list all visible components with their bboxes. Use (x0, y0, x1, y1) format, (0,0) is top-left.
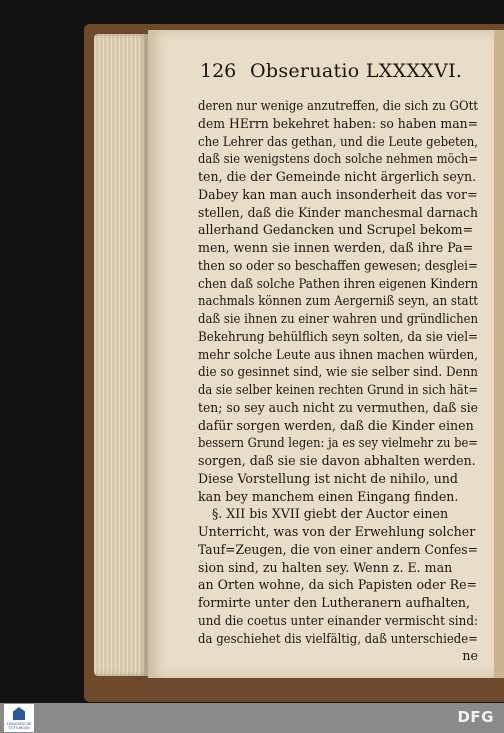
text-line: men, wenn sie innen werden, daß ihre Pa= (198, 240, 474, 255)
text-line: dem HErrn bekehret haben: so haben man= (198, 115, 478, 131)
text-line: deren nur wenige anzutreffen, die sich zu GOtt (198, 98, 478, 113)
text-line: kan bey manchem einen Eingang finden. (198, 488, 459, 504)
viewer-footer-bar (0, 703, 504, 733)
dfg-logo[interactable]: DFG (457, 708, 494, 726)
text-line: sorgen, daß sie sie davon abhalten werden. (198, 453, 476, 468)
text-line: Dabey kan man auch insonderheit das vor= (198, 186, 478, 202)
text-line: chen daß solche Pathen ihren eigenen Kindern (198, 275, 478, 291)
catchword: ne (462, 648, 478, 664)
text-line: sion sind, zu halten sey. Wenn z. E. man (198, 559, 453, 575)
text-line: ten, die der Gemeinde nicht ärgerlich seyn. (198, 169, 477, 184)
text-line: Diese Vorstellung ist nicht de nihilo, und (198, 470, 458, 486)
text-line: bessern Grund legen: ja es sey vielmehr zu be= (198, 435, 478, 451)
text-line: an Orten wohne, da sich Papisten oder Re= (198, 577, 478, 593)
logo-text: FRANCKESCHE STIFTUNGEN (6, 722, 32, 730)
logo-icon (13, 707, 25, 720)
text-line: daß sie ihnen zu einer wahren und gründlichen (198, 311, 478, 326)
text-line: allerhand Gedancken und Scrupel bekom= (198, 222, 474, 238)
text-line: Unterricht, was von der Erwehlung solcher (198, 524, 476, 539)
text-line: ten; so sey auch nicht zu vermuthen, daß sie (198, 399, 478, 415)
institution-logo[interactable] (4, 704, 34, 732)
text-line: §. XII bis XVII giebt der Auctor einen (212, 506, 449, 522)
text-line: nachmals können zum Aergerniß seyn, an statt (198, 293, 478, 309)
running-head: Obseruatio LXXXXVI. (250, 60, 463, 82)
page-header (200, 60, 463, 84)
text-line: che Lehrer das gethan, und die Leute gebeten, (198, 133, 478, 149)
text-line: Bekehrung behülflich seyn solten, da sie viel= (198, 328, 478, 344)
text-line: daß sie wenigstens doch solche nehmen möch= (198, 151, 478, 167)
text-line: Tauf=Zeugen, die von einer andern Confes= (198, 541, 478, 557)
page-edges (94, 34, 148, 676)
text-line: dafür sorgen werden, daß die Kinder einen (198, 417, 474, 433)
text-line: da geschiehet dis vielfältig, daß unterschiede= (198, 630, 478, 646)
page-number: 126 (200, 60, 237, 82)
text-line: mehr solche Leute aus ihnen machen würden, (198, 346, 478, 362)
facing-page-edge (494, 30, 504, 678)
text-line: stellen, daß die Kinder manchesmal darnach (198, 204, 478, 220)
text-line: then so oder so beschaffen gewesen; desglei= (198, 257, 478, 273)
text-line: und die coetus unter einander vermischt sind: (198, 612, 478, 628)
text-line: formirte unter den Lutheranern aufhalten, (198, 595, 471, 610)
page-body (198, 97, 478, 665)
text-line: da sie selber keinen rechten Grund in sich hät= (198, 382, 478, 397)
text-line: die so gesinnet sind, wie sie selber sind. Denn (198, 364, 478, 380)
